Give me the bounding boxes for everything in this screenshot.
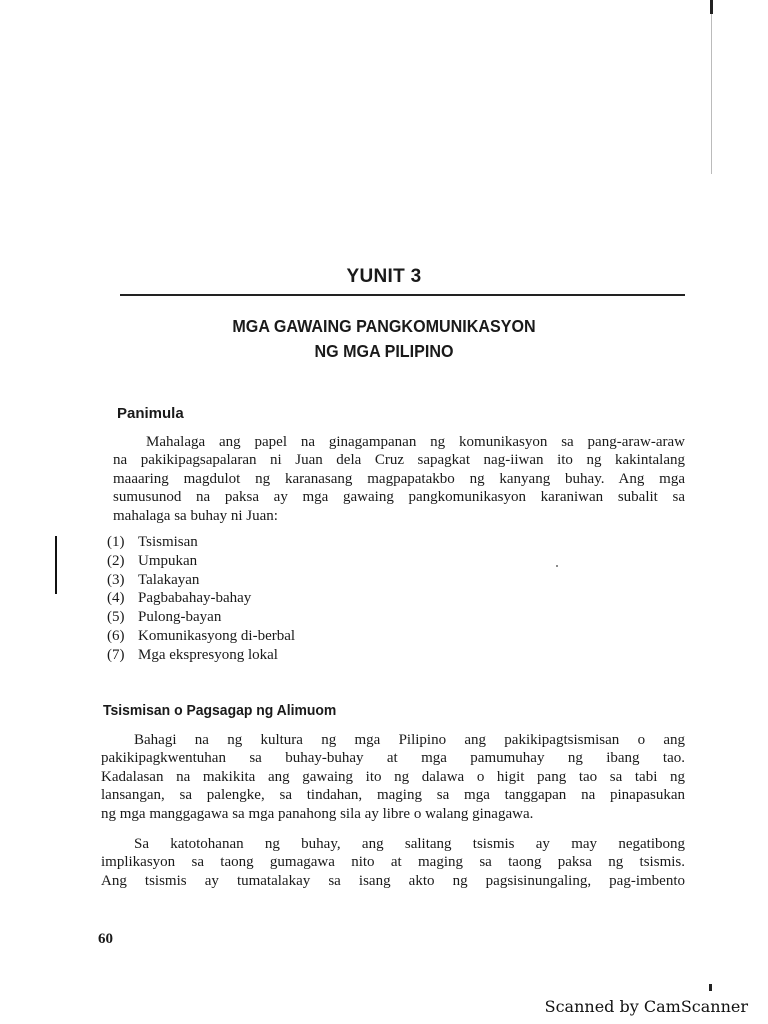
title-divider xyxy=(120,294,685,296)
intro-line: na pakikipagsapalaran ni Juan dela Cruz sapagkat nag-iiwan ito ng kakintalang xyxy=(113,452,685,469)
list-item: (6) Komunikasyong di-berbal xyxy=(107,627,296,644)
intro-line: Mahalaga ang papel na ginagampanan ng komunikasyon sa pang-araw-araw xyxy=(146,434,685,450)
list-item: (1) Tsismisan xyxy=(107,534,198,550)
paragraph-line: pakikipagkwentuhan sa buhay-buhay at mga pamumuhay ng ibang tao. xyxy=(101,750,685,767)
chapter-title-line-2: NG MGA PILIPINO xyxy=(314,341,454,361)
margin-mark xyxy=(55,536,57,594)
list-item: (3) Talakayan xyxy=(107,571,200,588)
list-item: (7) Mga ekspresyong lokal xyxy=(107,646,278,663)
section-heading: Tsismisan o Pagsagap ng Alimuom xyxy=(103,702,337,719)
paragraph-line: ng mga manggagawa sa mga panahong sila ay libre o walang ginagawa. xyxy=(101,805,534,822)
paragraph-line: Kadalasan na makikita ang gawaing ito ng dalawa o higit pang tao sa tabi ng xyxy=(101,768,685,785)
chapter-title xyxy=(31,314,738,364)
paragraph-line: lansangan, sa palengke, sa tindahan, maging sa mga tanggapan na pinapasukan xyxy=(101,787,685,804)
topic-list xyxy=(107,533,295,665)
scan-corner-mark xyxy=(709,984,712,991)
intro-heading: Panimula xyxy=(117,405,184,422)
intro-line: sumusunod na paksa ay mga gawaing pangkomunikasyon karaniwan subalit sa xyxy=(113,489,685,506)
scan-edge-marks xyxy=(708,0,768,200)
unit-title: YUNIT 3 xyxy=(346,266,422,287)
scan-speck xyxy=(556,565,558,567)
paragraph-line: Sa katotohanan ng buhay, ang salitang tsismis ay may negatibong xyxy=(134,836,685,852)
paragraph-line: Bahagi na ng kultura ng mga Pilipino ang pakikipagtsismisan o ang xyxy=(134,732,685,748)
section-paragraph-1 xyxy=(101,731,685,823)
intro-line: mahalaga sa buhay ni Juan: xyxy=(113,507,278,524)
paragraph-line: Ang tsismis ay tumatalakay sa isang akto ng pagsisinungaling, pag-imbento xyxy=(101,872,685,889)
list-item: (4) Pagbabahay-bahay xyxy=(107,590,252,607)
intro-paragraph xyxy=(113,433,685,525)
list-item: (2) Umpukan xyxy=(107,552,198,569)
intro-line: maaaring magdulot ng karanasang magpapatakbo ng kanyang buhay. Ang mga xyxy=(113,470,685,487)
section-paragraph-2 xyxy=(101,835,685,890)
chapter-title-line-1: MGA GAWAING PANGKOMUNIKASYON xyxy=(232,316,536,336)
scanner-watermark: Scanned by CamScanner xyxy=(544,997,748,1016)
paragraph-line: implikasyon sa taong gumagawa nito at maging sa taong paksa ng tsismis. xyxy=(101,854,685,871)
list-item: (5) Pulong-bayan xyxy=(107,609,222,626)
page-number: 60 xyxy=(98,931,113,947)
